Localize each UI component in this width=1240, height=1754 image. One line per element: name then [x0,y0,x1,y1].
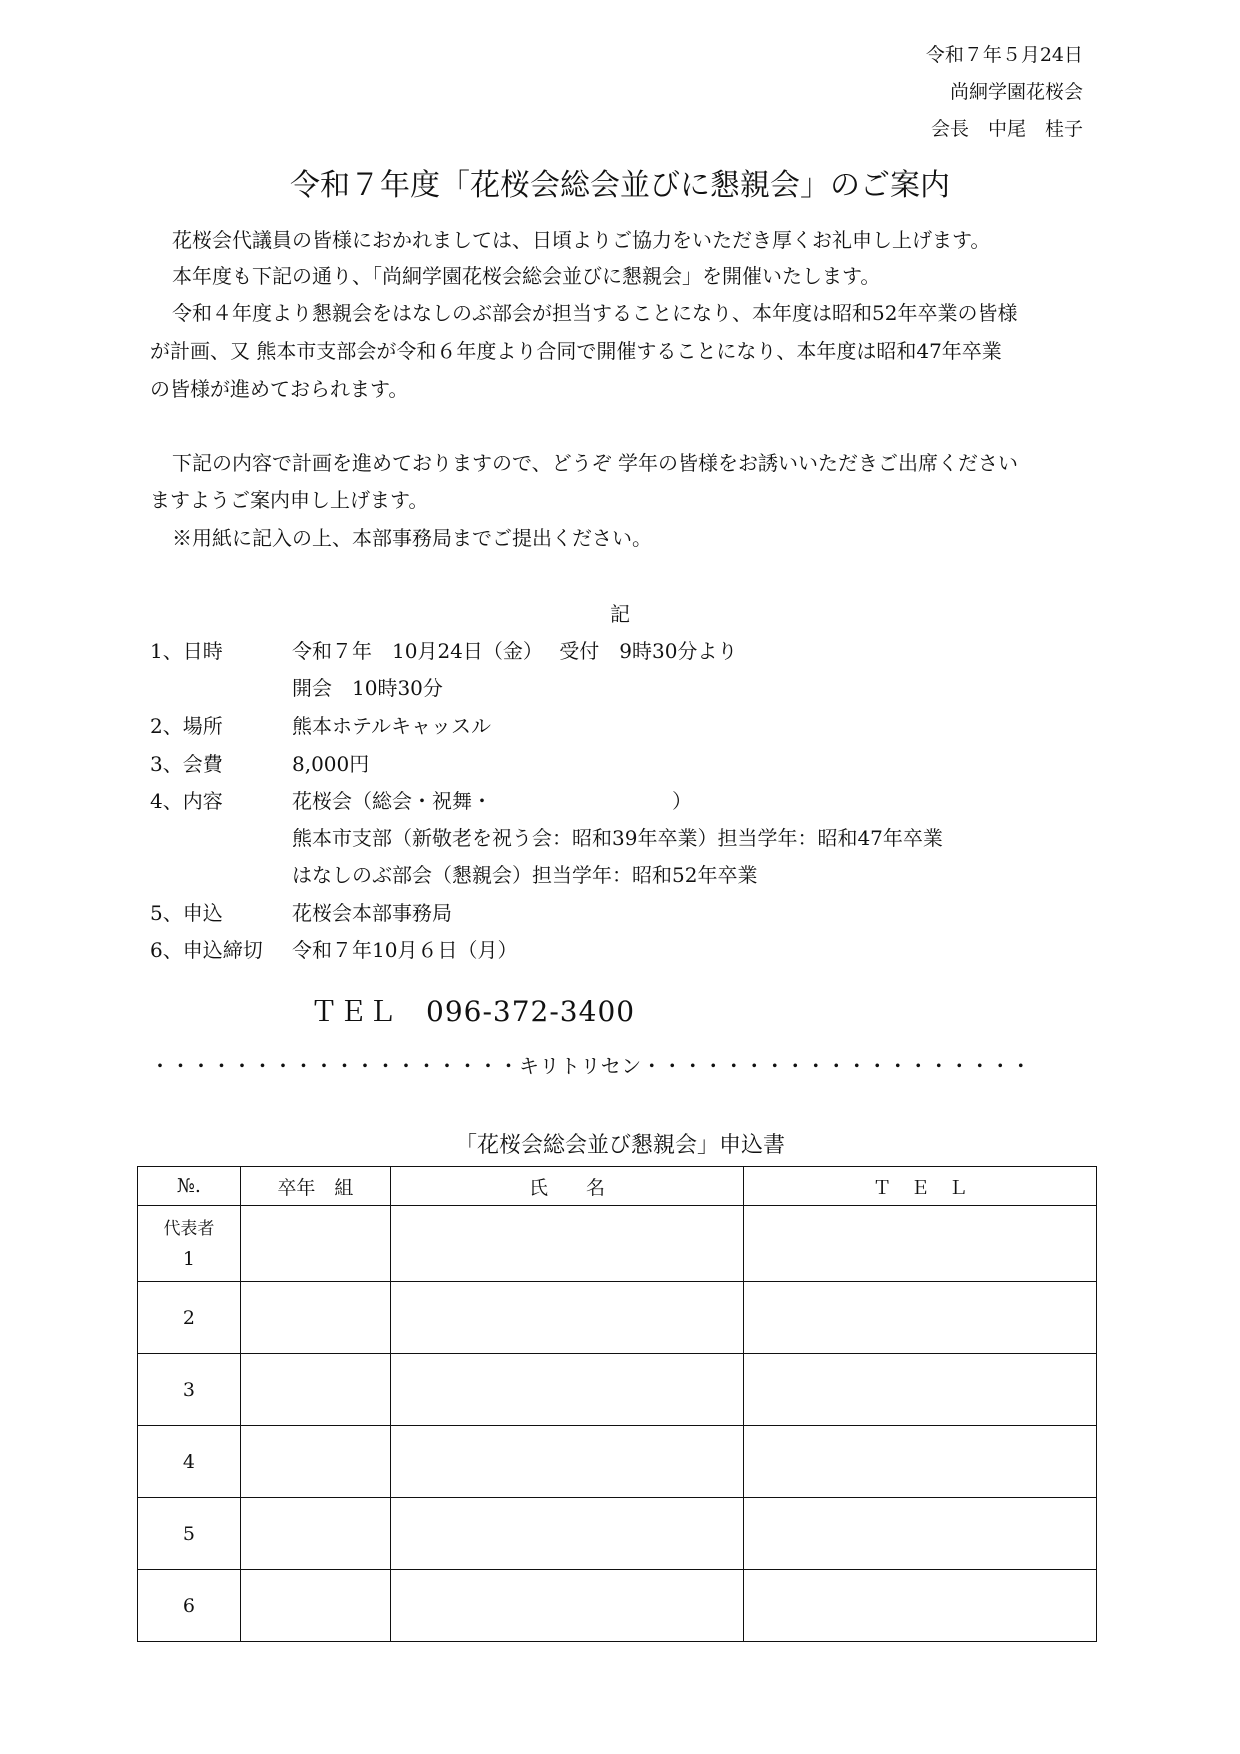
item-apply-label: 5、申込 [150,901,223,925]
paragraph-detail-line1: 令和４年度より懇親会をはなしのぶ部会が担当することになり、本年度は昭和52年卒業の皆様 [172,301,1018,325]
item-datetime-label: 1、日時 [150,639,223,663]
tel-cell[interactable] [744,1354,1097,1426]
header-name: 氏 名 [390,1167,744,1206]
row-number: 1 [182,1247,195,1270]
document-title: 令和７年度「花桜会総会並びに懇親会」のご案内 [290,168,950,203]
class-cell[interactable] [240,1570,390,1642]
paragraph-invite-line1: 下記の内容で計画を進めておりますので、どうぞ 学年の皆様をお誘いいただきご出席ください [172,451,1018,475]
tel-cell[interactable] [744,1498,1097,1570]
name-cell[interactable] [390,1206,744,1282]
paragraph-detail-line2: が計画、又 熊本市支部会が令和６年度より合同で開催することになり、本年度は昭和47年卒業 [150,339,1002,363]
row-number: 4 [138,1426,241,1498]
paragraph-note: ※用紙に記入の上、本部事務局までご提出ください。 [172,526,652,550]
item-content-value2: 熊本市支部（新敬老を祝う会：昭和39年卒業）担当学年：昭和47年卒業 [292,826,943,850]
name-cell[interactable] [390,1354,744,1426]
organization-name: 尚絅学園花桜会 [949,81,1083,103]
president-name: 会長 中尾 桂子 [930,118,1083,140]
name-cell[interactable] [390,1282,744,1354]
tel-cell[interactable] [744,1426,1097,1498]
item-apply-value: 花桜会本部事務局 [292,901,452,925]
name-cell[interactable] [390,1570,744,1642]
item-deadline-value: 令和７年10月６日（月） [292,938,518,962]
header-class: 卒年 組 [240,1167,390,1206]
class-cell[interactable] [240,1206,390,1282]
contact-tel: ＴＥＬ 096-372-3400 [310,995,636,1028]
table-row [138,1498,1097,1570]
tel-cell[interactable] [744,1282,1097,1354]
tel-cell[interactable] [744,1206,1097,1282]
item-fee-label: 3、会費 [150,752,223,776]
tel-cell[interactable] [744,1570,1097,1642]
name-cell[interactable] [390,1426,744,1498]
item-datetime-value: 令和７年 10月24日（金） 受付 9時30分より [292,639,738,663]
class-cell[interactable] [240,1498,390,1570]
header-no: №. [138,1167,241,1206]
table-row [138,1206,1097,1282]
item-place-value: 熊本ホテルキャッスル [292,714,491,738]
item-datetime-value2: 開会 10時30分 [292,676,443,700]
table-row [138,1570,1097,1642]
representative-label: 代表者 [163,1218,215,1239]
paragraph-announcement: 本年度も下記の通り、「尚絅学園花桜会総会並びに懇親会」を開催いたします。 [172,264,881,288]
item-place-label: 2、場所 [150,714,223,738]
cut-line: ・・・・・・・・・・・・・・・・・・キリトリセン・・・・・・・・・・・・・・・・・・・ [150,1054,1032,1078]
row-number: 3 [138,1354,241,1426]
class-cell[interactable] [240,1426,390,1498]
class-cell[interactable] [240,1282,390,1354]
table-row [138,1426,1097,1498]
row-number: 6 [138,1570,241,1642]
row-number-cell [138,1206,241,1282]
table-row [138,1282,1097,1354]
row-number: 5 [138,1498,241,1570]
item-deadline-label: 6、申込締切 [150,938,263,962]
ki-heading: 記 [610,602,630,626]
paragraph-invite-line2: ますようご案内申し上げます。 [150,488,429,512]
table-row [138,1354,1097,1426]
paragraph-greeting: 花桜会代議員の皆様におかれましては、日頃よりご協力をいただき厚くお礼申し上げます。 [172,228,991,252]
paragraph-detail-line3: の皆様が進めておられます。 [150,377,409,401]
item-content-label: 4、内容 [150,789,223,813]
item-content-value1: 花桜会（総会・祝舞・ ） [292,789,692,813]
row-number: 2 [138,1282,241,1354]
document-date: 令和７年５月24日 [925,44,1083,66]
application-form-table [137,1166,1097,1642]
item-fee-value: 8,000円 [292,752,370,776]
item-content-value3: はなしのぶ部会（懇親会）担当学年：昭和52年卒業 [292,863,758,887]
form-header-row [138,1167,1097,1206]
header-tel: Ｔ Ｅ Ｌ [744,1167,1097,1206]
class-cell[interactable] [240,1354,390,1426]
form-title: 「花桜会総会並び懇親会」申込書 [454,1133,785,1158]
name-cell[interactable] [390,1498,744,1570]
